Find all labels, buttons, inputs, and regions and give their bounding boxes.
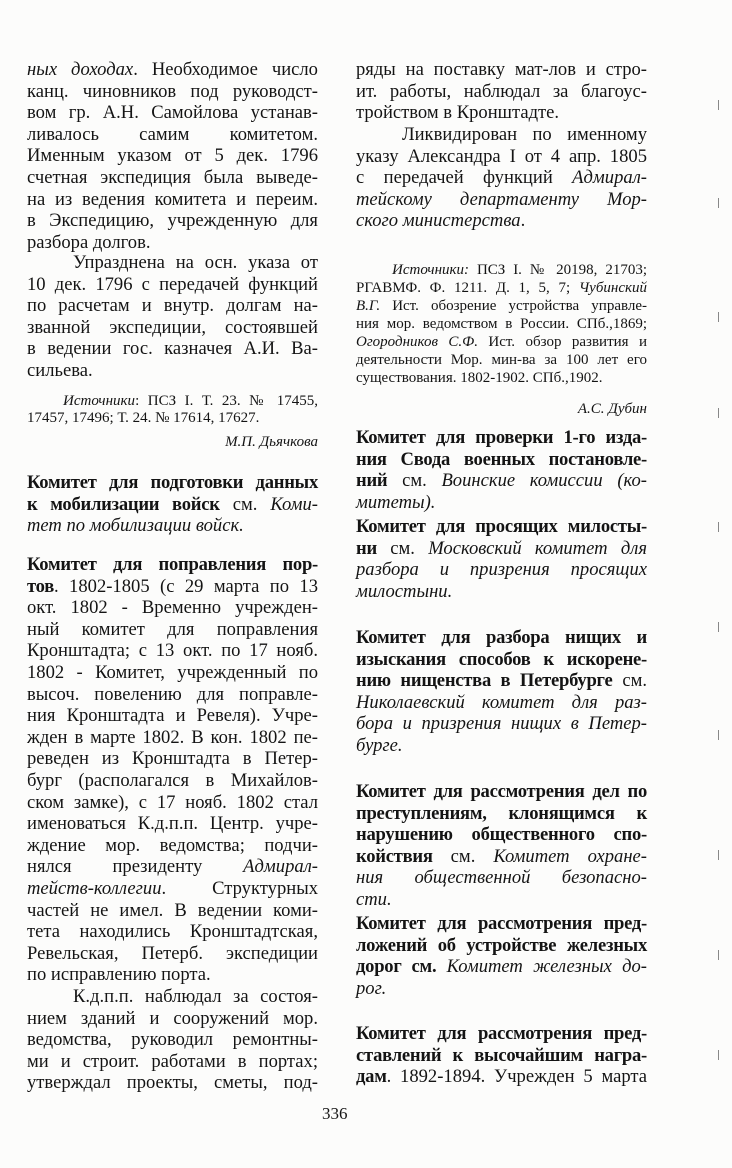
text-run: бург (располагался в Михайлов-	[27, 769, 318, 791]
text-run: сильева.	[27, 359, 93, 381]
italic-text: рог.	[356, 977, 387, 999]
text-line	[356, 781, 647, 803]
text-line	[27, 232, 318, 254]
text-line	[27, 1072, 318, 1094]
bold-term: нию нищенства в Петербурге	[356, 670, 613, 692]
text-run: частей не имел. В ведении коми-	[27, 899, 318, 921]
text-run	[436, 956, 446, 977]
bold-term: нарушению общественного спо-	[356, 824, 647, 846]
text-run: 17457, 17496; Т. 24. № 17614, 17627.	[27, 410, 260, 426]
text-run: К.д.п.п. наблюдал за состоя-	[73, 986, 318, 1007]
paragraph	[356, 124, 647, 232]
text-line	[27, 494, 318, 516]
text-line	[356, 824, 647, 846]
text-run: см.	[387, 470, 442, 492]
text-run: РГАВМФ. Ф. 1211. Д. 1, 5, 7;	[356, 280, 579, 296]
text-run: деятельности Мор. мин-ва за 100 лет его	[356, 352, 647, 368]
text-run: . 1802-1805 (с 29 марта по 13	[54, 575, 318, 597]
text-run: тройством в Кронштадте.	[356, 102, 560, 124]
text-line	[356, 59, 647, 81]
text-run: 1802 - Комитет, учрежденный по	[27, 661, 318, 683]
italic-text: тейскому департаменту Мор-	[356, 188, 647, 210]
bold-term: Комитет для поправления пор-	[27, 554, 318, 575]
text-run: см.	[612, 670, 647, 692]
text-line	[356, 427, 647, 449]
bold-term: Комитет для разбора нищих и	[356, 627, 647, 648]
paragraph	[356, 59, 647, 124]
scan-mark	[718, 312, 719, 322]
italic-text: Источники	[63, 393, 136, 409]
scan-mark	[718, 1050, 719, 1060]
text-run: тета находились Кронштадтская,	[27, 921, 318, 943]
author-signature	[356, 399, 647, 421]
page-number: 336	[322, 1104, 348, 1123]
text-line	[356, 627, 647, 649]
text-line	[27, 1029, 318, 1051]
text-line	[27, 878, 318, 900]
italic-text: милостыни.	[356, 580, 453, 602]
text-line	[27, 317, 318, 339]
text-line	[356, 538, 647, 560]
bold-term: Комитет для рассмотрения дел по	[356, 781, 647, 802]
text-line	[27, 900, 318, 922]
text-line	[27, 684, 318, 706]
bold-term: Комитет для рассмотрения пред-	[356, 1023, 647, 1044]
text-run: см.	[432, 845, 494, 867]
italic-text: Воинские комиссии (ко-	[441, 470, 647, 492]
text-run: .	[520, 210, 526, 232]
bold-term: Комитет для просящих милосты-	[356, 516, 647, 537]
italic-text: тейств-коллегии	[27, 877, 162, 899]
text-run: см.	[219, 493, 271, 515]
text-line	[356, 261, 647, 279]
text-run: с передачей функций	[356, 167, 573, 189]
scan-mark	[718, 408, 719, 418]
entry	[27, 554, 318, 986]
author-signature	[27, 432, 318, 454]
text-line	[356, 470, 647, 492]
text-line	[356, 315, 647, 333]
text-line	[356, 713, 647, 735]
bold-term: дам	[356, 1066, 387, 1088]
text-run: на из ведения комитета и переим.	[27, 188, 318, 210]
text-line	[356, 846, 647, 868]
text-line	[356, 935, 647, 957]
text-line	[356, 124, 647, 146]
text-run: в ведении гос. казначея А.И. Ва-	[27, 338, 318, 360]
text-line	[27, 102, 318, 124]
text-run: см.	[376, 537, 429, 559]
text-line	[356, 210, 647, 232]
entry	[356, 913, 647, 999]
scan-mark	[718, 522, 719, 532]
text-line	[27, 921, 318, 943]
italic-text: А.С. Дубин	[577, 401, 647, 417]
text-line	[27, 81, 318, 103]
text-run: ждение мор. ведомства; подчи-	[27, 834, 318, 856]
text-run: . Структурных	[161, 877, 318, 899]
text-run: вом гр. А.Н. Самойлова устанав-	[27, 102, 318, 124]
text-line	[27, 727, 318, 749]
text-run: канц. чиновников под руководст-	[27, 80, 318, 102]
text-line	[356, 670, 647, 692]
text-line	[356, 167, 647, 189]
sources-note	[356, 261, 647, 387]
text-run: : ПСЗ I. Т. 23. № 17455,	[135, 393, 318, 409]
text-run: . 1892-1894. Учрежден 5 марта	[386, 1066, 647, 1088]
bold-term: ложений об устройстве железных	[356, 934, 647, 956]
text-run: Ревельская, Петерб. экспедиции	[27, 942, 318, 964]
text-run: нялся президенту	[27, 856, 244, 878]
scan-mark	[718, 100, 719, 110]
text-run: нием зданий и сооружений мор.	[27, 1007, 318, 1029]
text-run: утверждал проекты, сметы, под-	[27, 1072, 318, 1094]
text-line	[356, 449, 647, 471]
paragraph	[27, 59, 318, 253]
text-line	[356, 692, 647, 714]
scan-mark	[718, 730, 719, 740]
text-line	[27, 124, 318, 146]
text-line	[27, 986, 318, 1008]
text-run: 10 дек. 1796 с передачей функций	[27, 273, 318, 295]
text-line	[356, 369, 647, 387]
italic-text: ных доходах	[27, 59, 134, 80]
text-line	[356, 399, 647, 421]
text-line	[27, 792, 318, 814]
bold-term: Комитет для подготовки данных	[27, 472, 318, 493]
italic-text: бора и призрения нищих в Петер-	[356, 713, 647, 735]
bold-term: койствия	[356, 845, 433, 867]
text-line	[27, 145, 318, 167]
text-line	[27, 662, 318, 684]
italic-text: Комитет железных до-	[446, 956, 647, 978]
scan-mark	[718, 622, 719, 632]
text-line	[356, 189, 647, 211]
text-run: ском замке), с 17 нояб. 1802 стал	[27, 791, 318, 813]
text-run: ния мор. ведомством в России. СПб.,1869;	[356, 316, 647, 332]
bold-term: дорог см.	[356, 956, 437, 978]
text-line	[27, 338, 318, 360]
text-line	[27, 472, 318, 494]
text-line	[27, 554, 318, 576]
text-line	[356, 1066, 647, 1088]
text-run: Ликвидирован по именному	[402, 124, 647, 145]
text-line	[27, 597, 318, 619]
italic-text: В.Г.	[356, 298, 381, 314]
sources-note	[27, 393, 318, 427]
text-run: Ист. обозрение устройства управле-	[380, 298, 647, 314]
text-line	[356, 649, 647, 671]
text-line	[356, 333, 647, 351]
italic-text: Чубинский	[578, 280, 647, 296]
entry	[356, 516, 647, 602]
text-line	[356, 492, 647, 514]
bold-term: тов	[27, 575, 55, 597]
text-line	[27, 748, 318, 770]
text-line	[356, 581, 647, 603]
text-run: званной экспедиции, состоявшей	[27, 316, 318, 338]
italic-text: митеты).	[356, 491, 436, 513]
text-line	[356, 913, 647, 935]
text-line	[27, 295, 318, 317]
text-line	[27, 393, 318, 410]
text-line	[27, 59, 318, 81]
text-line	[27, 813, 318, 835]
text-line	[356, 146, 647, 168]
text-run: счетная экспедиция была выведе-	[27, 166, 318, 188]
italic-text: Источники:	[392, 262, 470, 278]
text-line	[27, 210, 318, 232]
bold-term: ни	[356, 537, 377, 559]
paragraph	[27, 252, 318, 382]
bold-term: ния Свода военных постановле-	[356, 448, 647, 470]
text-run: разбора долгов.	[27, 231, 151, 253]
text-line	[27, 1051, 318, 1073]
text-run: реведен из Кронштадта в Петер-	[27, 748, 318, 770]
italic-text: Московский комитет для	[428, 537, 647, 559]
text-line	[356, 559, 647, 581]
text-run: жден в марте 1802. В кон. 1802 пе-	[27, 726, 318, 748]
text-line	[27, 515, 318, 537]
text-run: в Экспедицию, учрежденную для	[27, 210, 318, 232]
text-run: ПСЗ I. № 20198, 21703;	[469, 262, 647, 278]
bold-term: изыскания способов к искорене-	[356, 648, 647, 670]
text-line	[27, 410, 318, 427]
text-line	[356, 889, 647, 911]
text-line	[356, 81, 647, 103]
text-run: Именным указом от 5 дек. 1796	[27, 145, 318, 167]
italic-text: Адмирал-	[243, 856, 318, 878]
text-run: ит. работы, наблюдал за благоус-	[356, 80, 647, 102]
text-run: ряды на поставку мат-лов и стро-	[356, 59, 647, 80]
text-line	[27, 943, 318, 965]
text-line	[27, 360, 318, 382]
text-run: ния Кронштадта и Ревеля). Учре-	[27, 705, 318, 727]
text-line	[27, 167, 318, 189]
text-line	[356, 867, 647, 889]
text-line	[356, 1023, 647, 1045]
text-line	[27, 835, 318, 857]
italic-text: ского министерства	[356, 210, 521, 232]
text-line	[27, 1008, 318, 1030]
text-line	[27, 640, 318, 662]
text-run: по расчетам и внутр. долгам на-	[27, 295, 318, 317]
text-line	[27, 252, 318, 274]
text-line	[356, 803, 647, 825]
bold-term: Комитет для проверки 1-го изда-	[356, 427, 647, 448]
text-line	[356, 978, 647, 1000]
scan-mark	[718, 850, 719, 860]
text-line	[356, 956, 647, 978]
text-line	[356, 1045, 647, 1067]
text-line	[356, 297, 647, 315]
bold-term: ний	[356, 470, 388, 492]
text-run: ведомства, руководил ремонтны-	[27, 1029, 318, 1051]
entry	[356, 427, 647, 513]
text-run: ми и строит. работами в портах;	[27, 1050, 318, 1072]
bold-term: к мобилизации войск	[27, 493, 220, 515]
text-run: указу Александра I от 4 апр. 1805	[356, 145, 647, 167]
italic-text: бурге.	[356, 734, 403, 756]
italic-text: Николаевский комитет для раз-	[356, 691, 647, 713]
text-line	[27, 770, 318, 792]
italic-text: Адмирал-	[572, 167, 647, 189]
text-run: существования. 1802-1902. СПб.,1902.	[356, 370, 603, 386]
entry-heading	[27, 472, 318, 537]
text-line	[356, 351, 647, 369]
text-run: ливалось самим комитетом.	[27, 123, 318, 145]
text-run: окт. 1802 - Временно учрежден-	[27, 597, 318, 619]
text-line	[27, 705, 318, 727]
scan-mark	[718, 198, 719, 208]
text-line	[27, 856, 318, 878]
text-run: .	[133, 59, 138, 80]
text-line	[27, 432, 318, 454]
italic-text: сти.	[356, 888, 392, 910]
text-run: именоваться К.д.п.п. Центр. учре-	[27, 813, 318, 835]
text-line	[356, 735, 647, 757]
text-run: Ист. обзор развития и	[477, 334, 647, 350]
italic-text: М.П. Дьячкова	[225, 434, 318, 450]
italic-text: Коми-	[270, 493, 318, 515]
text-line	[27, 964, 318, 986]
text-line	[356, 102, 647, 124]
text-line	[356, 516, 647, 538]
italic-text: тет по мобилизации войск.	[27, 515, 244, 537]
entry	[356, 627, 647, 757]
text-run: Кронштадта; с 13 окт. по 17 нояб.	[27, 640, 318, 662]
text-line	[27, 274, 318, 296]
text-line	[27, 189, 318, 211]
text-run: Упразднена на осн. указа от	[73, 252, 318, 273]
text-run: высоч. повелению для поправле-	[27, 683, 318, 705]
italic-text: Комитет охране-	[493, 845, 648, 867]
bold-term: ставлений к высочайшим награ-	[356, 1044, 647, 1066]
text-run: по исправлению порта.	[27, 964, 211, 986]
entry	[356, 1023, 647, 1088]
text-line	[356, 279, 647, 297]
text-line	[27, 576, 318, 598]
scan-mark	[718, 950, 719, 960]
bold-term: преступлениям, клонящимся к	[356, 802, 647, 824]
italic-text: Огородников С.Ф.	[356, 334, 478, 350]
italic-text: разбора и призрения просящих	[356, 559, 647, 581]
entry	[356, 781, 647, 911]
text-run: Необходимое число	[137, 59, 318, 80]
bold-term: Комитет для рассмотрения пред-	[356, 913, 647, 934]
italic-text: ния общественной безопасно-	[356, 867, 647, 889]
text-line	[27, 619, 318, 641]
text-run: ный комитет для поправления	[27, 618, 318, 640]
paragraph	[27, 986, 318, 1094]
